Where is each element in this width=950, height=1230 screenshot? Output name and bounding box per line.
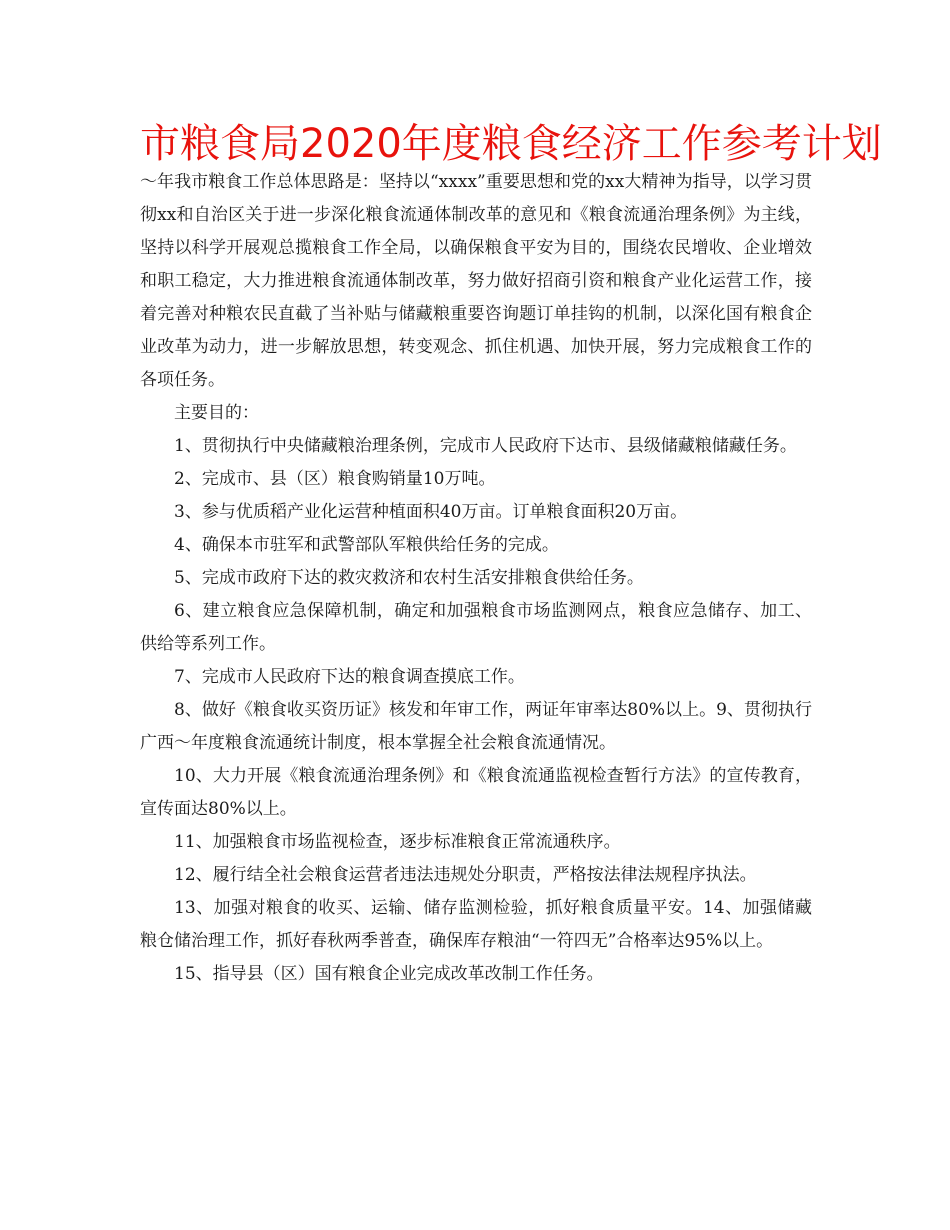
document-title: 市粮食局2020年度粮食经济工作参考计划 bbox=[140, 121, 882, 167]
paragraph-intro: ～年我市粮食工作总体思路是：坚持以“xxxx”重要思想和党的xx大精神为指导，以学习贯彻xx和自治区关于进一步深化粮食流通体制改革的意见和《粮食流通治理条例》为主线，坚持以科学开展观总揽粮食工作全局，以确保粮食平安为目的，围绕农民增收、企业增效和职工稳定，大力推进粮食流通体制改革，努力做好招商引资和粮食产业化运营工作，接着完善对种粮农民直截了当补贴与储藏粮重要咨询题订单挂钩的机制，以深化国有粮食企业改革为动力，进一步解放思想，转变观念、抓住机遇、加快开展，努力完成粮食工作的各项任务。 bbox=[140, 172, 812, 390]
paragraph-goal-12: 12、履行结全社会粮食运营者违法违规处分职责，严格按法律法规程序执法。 bbox=[174, 865, 757, 885]
paragraph-main-goals-heading: 主要目的： bbox=[174, 403, 259, 423]
paragraph-goal-4: 4、确保本市驻军和武警部队军粮供给任务的完成。 bbox=[174, 535, 559, 555]
paragraph-goal-3: 3、参与优质稻产业化运营种植面积40万亩。订单粮食面积20万亩。 bbox=[174, 502, 688, 522]
paragraph-goal-15: 15、指导县（区）国有粮食企业完成改革改制工作任务。 bbox=[174, 964, 604, 984]
paragraph-goal-11: 11、加强粮食市场监视检查，逐步标准粮食正常流通秩序。 bbox=[174, 832, 621, 852]
paragraph-goal-2: 2、完成市、县（区）粮食购销量10万吨。 bbox=[174, 469, 496, 489]
paragraph-goal-8-9: 8、做好《粮食收买资历证》核发和年审工作，两证年审率达80%以上。9、贯彻执行广西～年度粮食流通统计制度，根本掌握全社会粮食流通情况。 bbox=[140, 700, 812, 753]
document-body bbox=[140, 166, 812, 991]
paragraph-goal-1: 1、贯彻执行中央储藏粮治理条例，完成市人民政府下达市、县级储藏粮储藏任务。 bbox=[174, 436, 797, 456]
paragraph-goal-5: 5、完成市政府下达的救灾救济和农村生活安排粮食供给任务。 bbox=[174, 568, 644, 588]
paragraph-goal-10: 10、大力开展《粮食流通治理条例》和《粮食流通监视检查暂行方法》的宣传教育，宣传面达80%以上。 bbox=[140, 766, 812, 819]
paragraph-goal-13-14: 13、加强对粮食的收买、运输、储存监测检验，抓好粮食质量平安。14、加强储藏粮仓储治理工作，抓好春秋两季普查，确保库存粮油“一符四无”合格率达95%以上。 bbox=[140, 898, 812, 951]
paragraph-goal-6: 6、建立粮食应急保障机制，确定和加强粮食市场监测网点，粮食应急储存、加工、供给等系列工作。 bbox=[140, 601, 812, 654]
paragraph-goal-7: 7、完成市人民政府下达的粮食调查摸底工作。 bbox=[174, 667, 525, 687]
